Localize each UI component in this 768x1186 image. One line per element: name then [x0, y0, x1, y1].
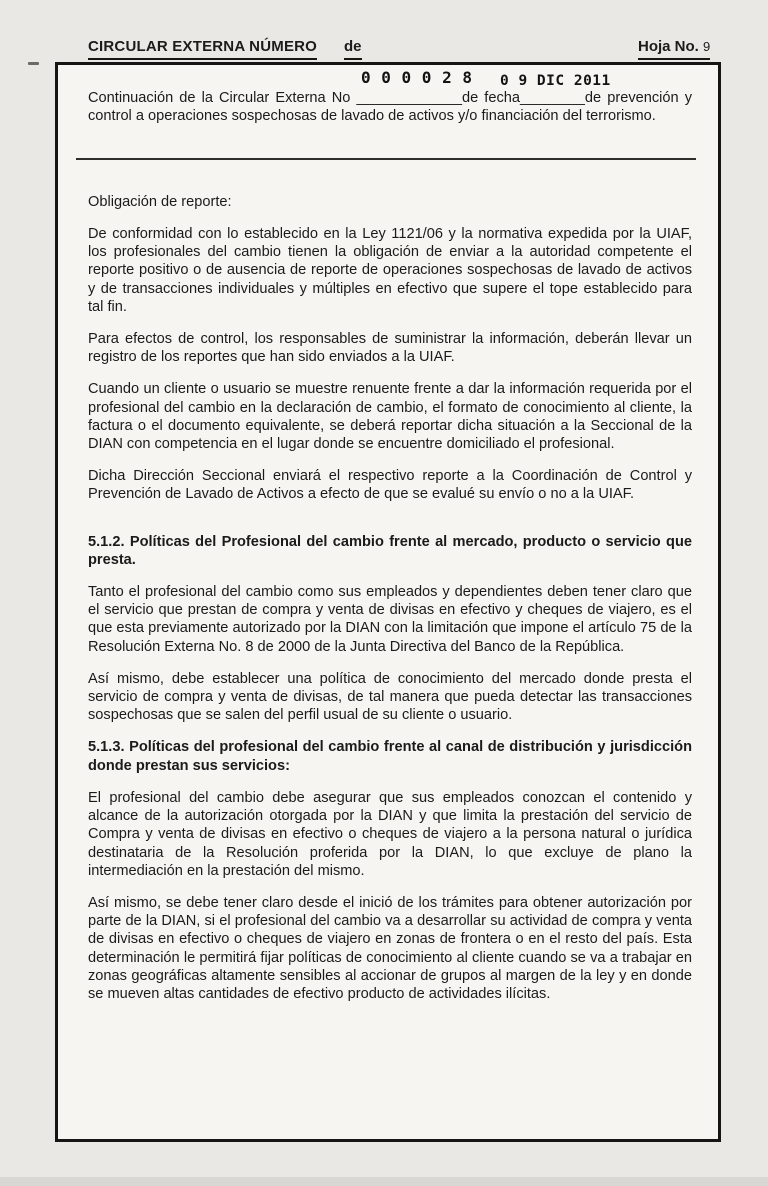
document-frame — [55, 62, 721, 1142]
paragraph-tanto-el-profesional: Tanto el profesional del cambio como sus empleados y dependientes deben tener claro que el servicio que prestan de compra y venta de divisas en efectivo y cheques de viajero, es el que esta previamente autorizado por la DIAN con la limitación que impone el artículo 75 de la Resolución Externa No. 8 de 2000 de la Junta Directiva del Banco de la República. — [88, 584, 692, 655]
stamped-date: 0 9 DIC 2011 — [500, 73, 611, 89]
hoja-no-text: Hoja No. — [638, 38, 699, 55]
circular-externa-title: CIRCULAR EXTERNA NÚMERO — [88, 38, 317, 60]
paragraph-empleados-conozcan-alcance: El profesional del cambio debe asegurar que sus empleados conozcan el contenido y alcance de la autorización otorgada por la DIAN y que limita la prestación del servicio de Compra y venta de divisas en efectivo o cheques de viajero a la persona natural o jurídica destinataria de la Resolución proferida por la DIAN, lo que excluye de plano la intermediación en la prestación del mismo. — [88, 789, 692, 879]
paragraph-conformidad-ley-1121: De conformidad con lo establecido en la Ley 1121/06 y la normativa expedida por la UIAF, los profesionales del cambio tienen la obligación de enviar a la autoridad competente el reporte positivo o de ausencia de reporte de operaciones sospechosas de lavado de activos y de transacciones individuales y múltiples en efectivo que supere el tope establecido para tal fin. — [88, 226, 692, 315]
stamped-consecutive-number: 0 0 0 0 2 8 — [361, 68, 473, 87]
paragraph-tramites-autorizacion-zonas: Así mismo, se debe tener claro desde el inició de los trámites para obtener autorización por parte de la DIAN, si el profesional del cambio va a desarrollar su actividad de compra y venta de divisas en efectivo o cheques de viajero en zonas de frontera o en el resto del país. Esta determinación le permitirá fijar políticas de conocimiento al cliente cuando se va a trabajar en zonas geográficas altamente sensibles al accionar de grupos al margen de la ley y en donde se mueven altas cantidades de efectivo producto de actividades ilícitas. — [88, 894, 692, 1002]
header-de-label: de — [344, 38, 362, 60]
paragraph-politica-conocimiento-mercado: Así mismo, debe establecer una política de conocimiento del mercado donde presta el servicio de compra y venta de divisas, de tal manera que pueda detectar las transacciones sospechosas que se salen del perfil usual de su cliente o usuario. — [88, 670, 692, 724]
paragraph-cliente-renuente: Cuando un cliente o usuario se muestre renuente frente a dar la información requerida por el profesional del cambio en la declaración de cambio, el formato de conocimiento al cliente, la factura o el documento equivalente, se deberá reportar dicha situación a la Seccional de la DIAN con competencia en el lugar donde se encuentre domiciliado el profesional. — [88, 381, 692, 453]
paragraph-efectos-de-control: Para efectos de control, los responsables de suministrar la información, deberán llevar un registro de los reportes que han sido enviados a la UIAF. — [88, 331, 692, 366]
scan-artifact-dash — [28, 62, 39, 65]
paragraph-direccion-seccional: Dicha Dirección Seccional enviará el respectivo reporte a la Coordinación de Control y Prevención de Lavado de Activos a efecto de que se evalué su envío o no a la UIAF. — [88, 468, 692, 503]
obligacion-de-reporte-label: Obligación de reporte: — [88, 193, 232, 210]
section-heading-5-1-2: 5.1.2. Políticas del Profesional del cambio frente al mercado, producto o servicio que presta. — [88, 533, 692, 568]
scan-bottom-edge — [0, 1177, 768, 1186]
hoja-number-value: 9 — [703, 39, 711, 54]
page-header — [0, 38, 768, 62]
separator-line — [76, 158, 696, 160]
section-heading-5-1-3: 5.1.3. Políticas del profesional del cambio frente al canal de distribución y jurisdicción donde prestan sus servicios: — [88, 739, 692, 774]
page-number-label — [638, 38, 710, 60]
continuation-line: Continuación de la Circular Externa No _____________de fecha________de prevención y control a operaciones sospechosas de lavado de activos y/o financiación del terrorismo. — [88, 90, 692, 125]
